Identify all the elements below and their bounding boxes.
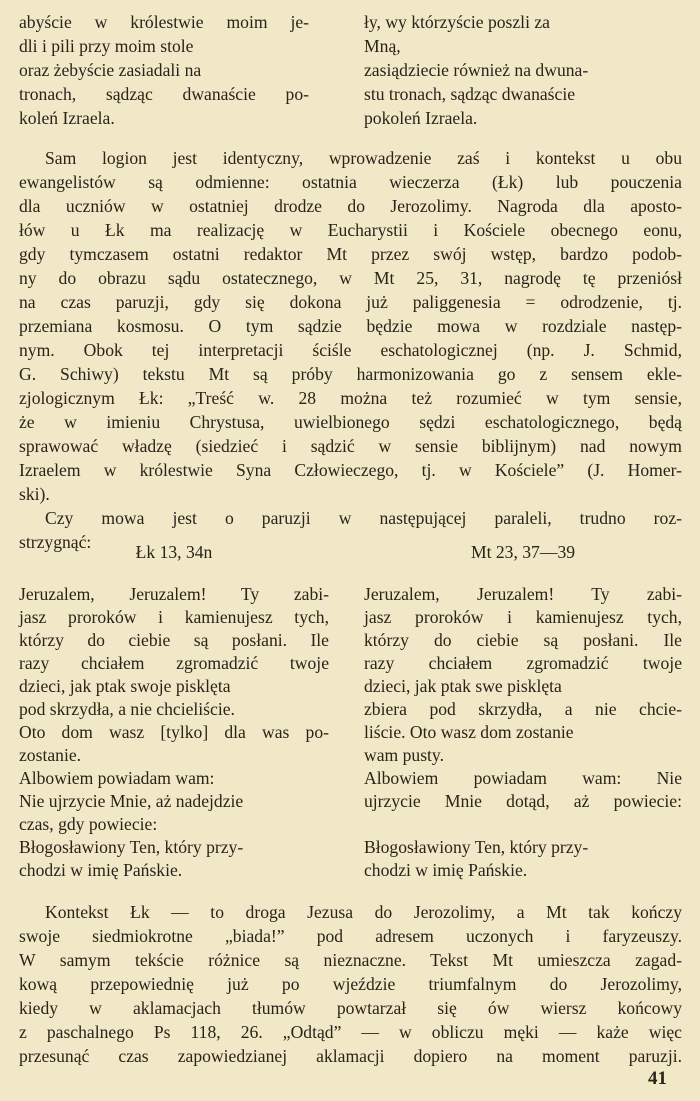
left-quote-line: Albowiem powiadam wam:: [19, 768, 215, 788]
paragraph3-line: przesunąć czas zapowiedzianej aklamacji dopiero na moment paruzji.: [19, 1046, 682, 1066]
paragraph3-line: Kontekst Łk — to droga Jezusa do Jerozolimy, a Mt tak kończy: [45, 902, 682, 922]
paragraph3-line: swoje siedmiokrotne „biada!” pod adresem uczonych i faryzeuszy.: [19, 926, 682, 946]
paragraph1-line: Izraelem w królestwie Syna Człowieczego, tj. w Kościele” (J. Homer-: [19, 460, 682, 480]
paragraph1-line: zjologicznym Łk: „Treść w. 28 można też rozumieć w tym sensie,: [19, 388, 682, 408]
paragraph1-line: że w imieniu Chrystusa, uwielbionego sędzi eschatologicznego, będą: [19, 412, 682, 432]
paragraph1-line: nym. Obok tej interpretacji ściśle eschatologicznej (np. J. Schmid,: [19, 340, 682, 360]
paragraph3-line: z paschalnego Ps 118, 26. „Odtąd” — w obliczu męki — każe więc: [19, 1022, 682, 1042]
paragraph3-line: kową przepowiednię już po wjeździe triumfalnym do Jerozolimy,: [19, 974, 682, 994]
top-right-line: stu tronach, sądząc dwanaście: [364, 84, 576, 104]
right-quote-line: Albowiem powiadam wam: Nie: [364, 768, 682, 788]
right-quote-line: liście. Oto wasz dom zostanie: [364, 722, 574, 742]
left-quote-line: razy chciałem zgromadzić twoje: [19, 653, 329, 673]
left-quote-line: Błogosławiony Ten, który przy-: [19, 837, 244, 857]
paragraph1-line: na czas paruzji, gdy się dokona już paliggenesia = odrodzenie, tj.: [19, 292, 682, 312]
left-column-heading: Łk 13, 34n: [135, 542, 213, 562]
left-quote-line: którzy do ciebie są posłani. Ile: [19, 630, 329, 650]
paragraph1-line: sprawować władzę (siedzieć i sądzić w sensie biblijnym) nad nowym: [19, 436, 682, 456]
right-quote-line: jasz proroków i kamienujesz tych,: [364, 607, 682, 627]
top-left-line: koleń Izraela.: [19, 108, 115, 128]
left-quote-line: zostanie.: [19, 745, 82, 765]
left-quote-line: czas, gdy powiecie:: [19, 814, 158, 834]
paragraph3-line: W samym tekście różnice są nieznaczne. Tekst Mt umieszcza zagad-: [19, 950, 682, 970]
paragraph1-line: gdy tymczasem ostatni redaktor Mt przez swój wstęp, bardzo podob-: [19, 244, 682, 264]
top-right-line: pokoleń Izraela.: [364, 108, 478, 128]
top-left-line: tronach, sądząc dwanaście po-: [19, 84, 309, 104]
left-quote-line: chodzi w imię Pańskie.: [19, 860, 183, 880]
paragraph1-line: ny do obrazu sądu ostatecznego, w Mt 25, 31, nagrodę tę przeniósł: [19, 268, 682, 288]
top-left-line: abyście w królestwie moim je-: [19, 12, 309, 32]
top-right-line: Mną,: [364, 36, 401, 56]
paragraph1-line: łów u Łk ma realizację w Eucharystii i Kościele obecnego eonu,: [19, 220, 682, 240]
paragraph3-line: kiedy w aklamacjach tłumów powtarzał się ów wiersz końcowy: [19, 998, 682, 1018]
right-quote-line: ujrzycie Mnie dotąd, aż powiecie:: [364, 791, 682, 811]
paragraph1-line: dla uczniów w ostatniej drodze do Jerozolimy. Nagroda dla aposto-: [19, 196, 682, 216]
paragraph1-line: G. Schiwy) tekstu Mt są próby harmonizowania go z sensem ekle-: [19, 364, 682, 384]
left-quote-line: jasz proroków i kamienujesz tych,: [19, 607, 329, 627]
paragraph2-line: strzygnąć:: [19, 532, 92, 552]
paragraph1-line: Sam logion jest identyczny, wprowadzenie zaś i kontekst u obu: [45, 148, 682, 168]
right-quote-line: wam pusty.: [364, 745, 444, 765]
paragraph1-line: ski).: [19, 484, 50, 504]
top-left-line: oraz żebyście zasiadali na: [19, 60, 202, 80]
paragraph1-line: ewangelistów są odmienne: ostatnia wieczerza (Łk) lub pouczenia: [19, 172, 682, 192]
left-quote-line: pod skrzydła, a nie chcieliście.: [19, 699, 235, 719]
right-column-heading: Mt 23, 37—39: [470, 542, 576, 562]
right-quote-line: którzy do ciebie są posłani. Ile: [364, 630, 682, 650]
right-quote-line: zbiera pod skrzydła, a nie chcie-: [364, 699, 682, 719]
right-quote-line: Błogosławiony Ten, który przy-: [364, 837, 589, 857]
top-right-line: ły, wy którzyście poszli za: [364, 12, 550, 32]
paragraph2-line: Czy mowa jest o paruzji w następującej paraleli, trudno roz-: [45, 508, 682, 528]
top-right-line: zasiądziecie również na dwuna-: [364, 60, 589, 80]
right-quote-line: Jeruzalem, Jeruzalem! Ty zabi-: [364, 584, 682, 604]
top-left-line: dli i pili przy moim stole: [19, 36, 194, 56]
left-quote-line: dzieci, jak ptak swoje pisklęta: [19, 676, 231, 696]
paragraph1-line: przemiana kosmosu. O tym sądzie będzie mowa w rozdziale następ-: [19, 316, 682, 336]
left-quote-line: Jeruzalem, Jeruzalem! Ty zabi-: [19, 584, 329, 604]
left-quote-line: Oto dom wasz [tylko] dla was po-: [19, 722, 329, 742]
right-quote-line: dzieci, jak ptak swe pisklęta: [364, 676, 562, 696]
right-quote-line: chodzi w imię Pańskie.: [364, 860, 528, 880]
page-number: 41: [648, 1068, 667, 1089]
right-quote-line: razy chciałem zgromadzić twoje: [364, 653, 682, 673]
left-quote-line: Nie ujrzycie Mnie, aż nadejdzie: [19, 791, 244, 811]
